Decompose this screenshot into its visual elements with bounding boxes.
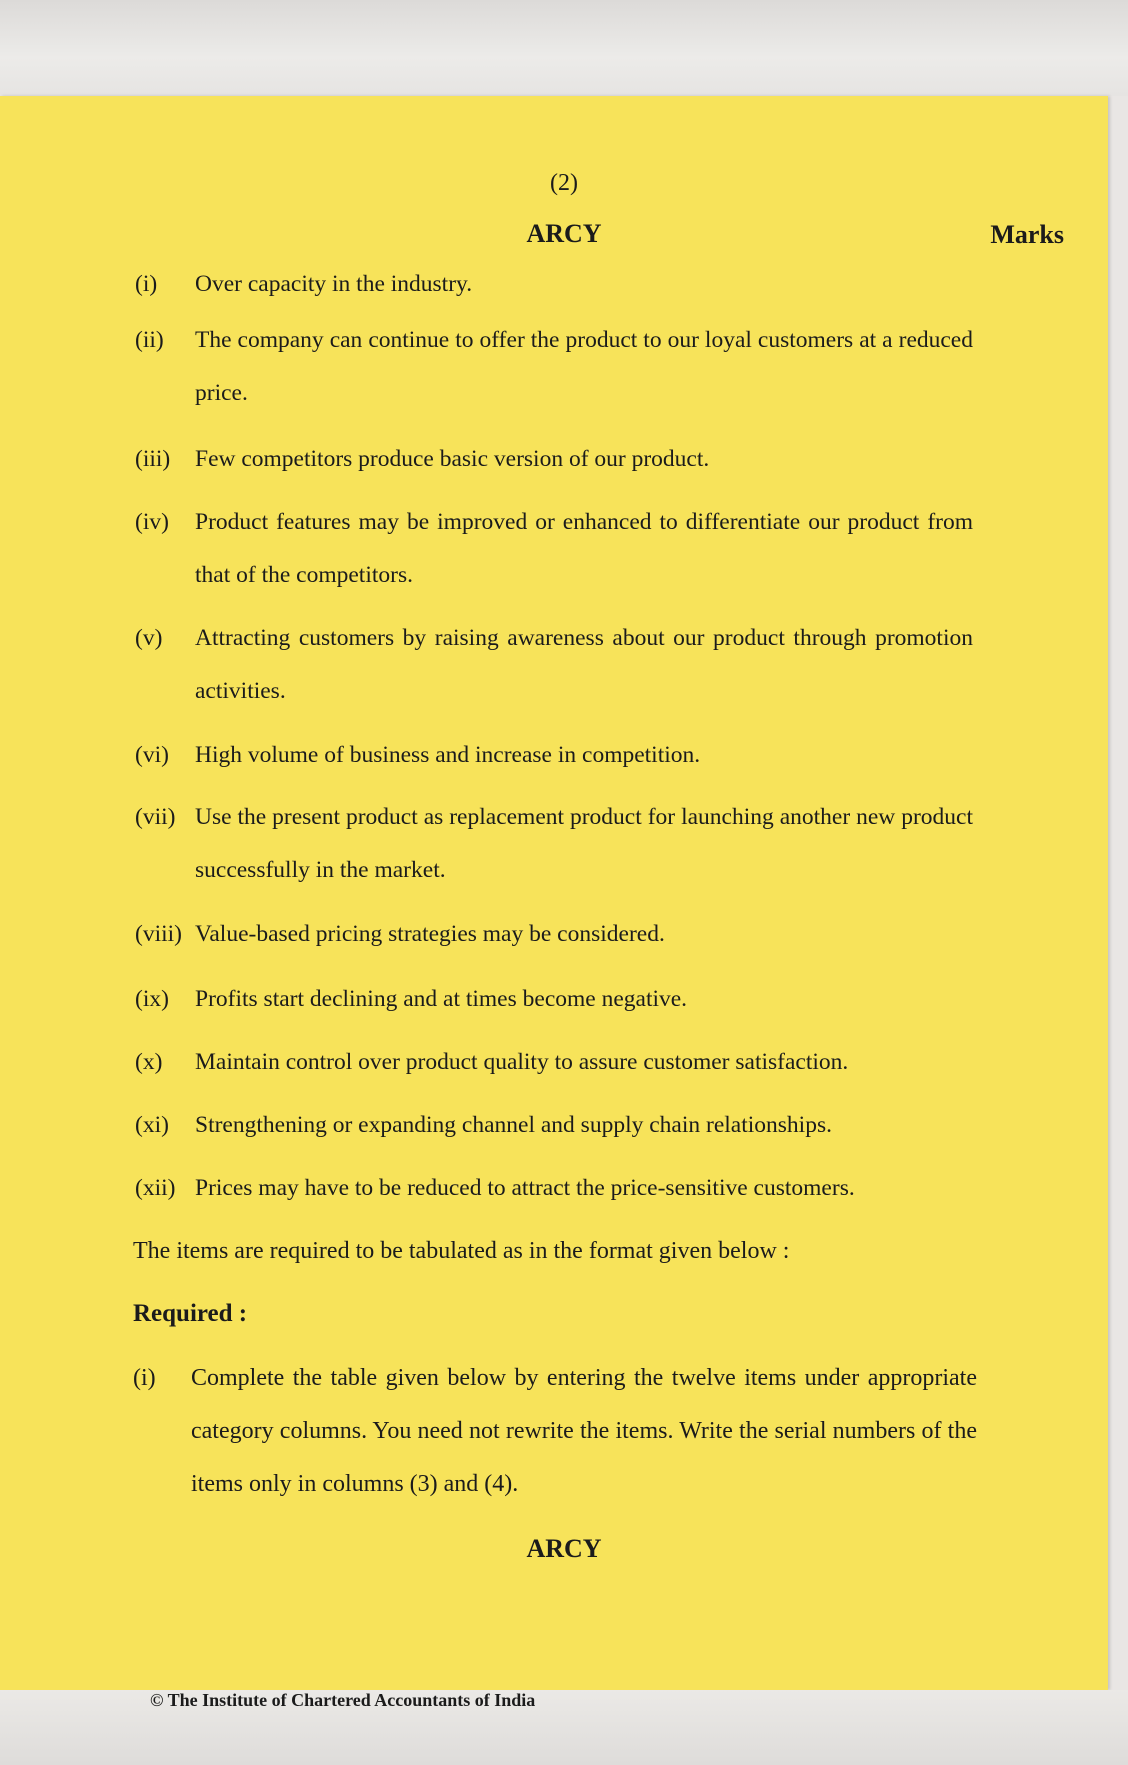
- list-item: [135, 729, 973, 782]
- list-item: [135, 791, 973, 897]
- item-text: High volume of business and increase in competition.: [195, 742, 701, 768]
- required-item-number: (i): [133, 1365, 156, 1391]
- scan-top-margin: [0, 0, 1128, 96]
- list-item: [135, 612, 973, 718]
- item-text: Strengthening or expanding channel and supply chain relationships.: [195, 1112, 832, 1138]
- item-text: Use the present product as replacement product for launching another new product successfully in the market.: [195, 804, 973, 883]
- item-number: (v): [135, 625, 163, 651]
- list-item: [135, 314, 973, 420]
- item-number: (i): [135, 271, 158, 297]
- item-text: Over capacity in the industry.: [195, 271, 473, 297]
- item-number: (viii): [135, 921, 182, 947]
- item-text: Value-based pricing strategies may be considered.: [195, 921, 665, 947]
- marks-column-label: Marks: [990, 220, 1064, 249]
- item-number: (ix): [135, 986, 169, 1012]
- item-text: Few competitors produce basic version of our product.: [195, 446, 710, 472]
- list-item: [135, 258, 973, 311]
- paper-code-header: ARCY: [526, 219, 602, 248]
- item-number: (vii): [135, 804, 176, 830]
- list-item: [135, 1162, 973, 1215]
- list-item: [135, 433, 973, 486]
- item-number: (ii): [135, 327, 164, 353]
- required-item: [133, 1352, 977, 1511]
- item-number: (xii): [135, 1175, 176, 1201]
- list-item: [135, 1036, 973, 1089]
- copyright-notice: © The Institute of Chartered Accountants of India: [150, 1690, 536, 1710]
- item-text: Product features may be improved or enhanced to differentiate our product from that of the competitors.: [195, 509, 973, 588]
- item-text: Profits start declining and at times become negative.: [195, 986, 688, 1012]
- list-item: [135, 496, 973, 602]
- page-number: (2): [550, 170, 578, 196]
- item-number: (x): [135, 1049, 163, 1075]
- paper-code-footer: ARCY: [526, 1534, 602, 1563]
- item-text: The company can continue to offer the product to our loyal customers at a reduced price.: [195, 327, 973, 406]
- item-text: Attracting customers by raising awareness about our product through promotion activities.: [195, 625, 973, 704]
- required-item-text: Complete the table given below by entering the twelve items under appropriate category columns. You need not rewrite the items. Write the serial numbers of the items only in columns (3) and (4).: [191, 1365, 977, 1497]
- item-number: (xi): [135, 1112, 169, 1138]
- list-item: [135, 908, 973, 961]
- required-heading: Required :: [133, 1300, 248, 1327]
- item-text: Maintain control over product quality to assure customer satisfaction.: [195, 1049, 849, 1075]
- list-item: [135, 973, 973, 1026]
- item-number: (iii): [135, 446, 171, 472]
- item-number: (vi): [135, 742, 169, 768]
- list-item: [135, 1099, 973, 1152]
- tabulate-instruction: The items are required to be tabulated as in the format given below :: [133, 1238, 790, 1264]
- item-text: Prices may have to be reduced to attract the price-sensitive customers.: [195, 1175, 855, 1201]
- item-number: (iv): [135, 509, 169, 535]
